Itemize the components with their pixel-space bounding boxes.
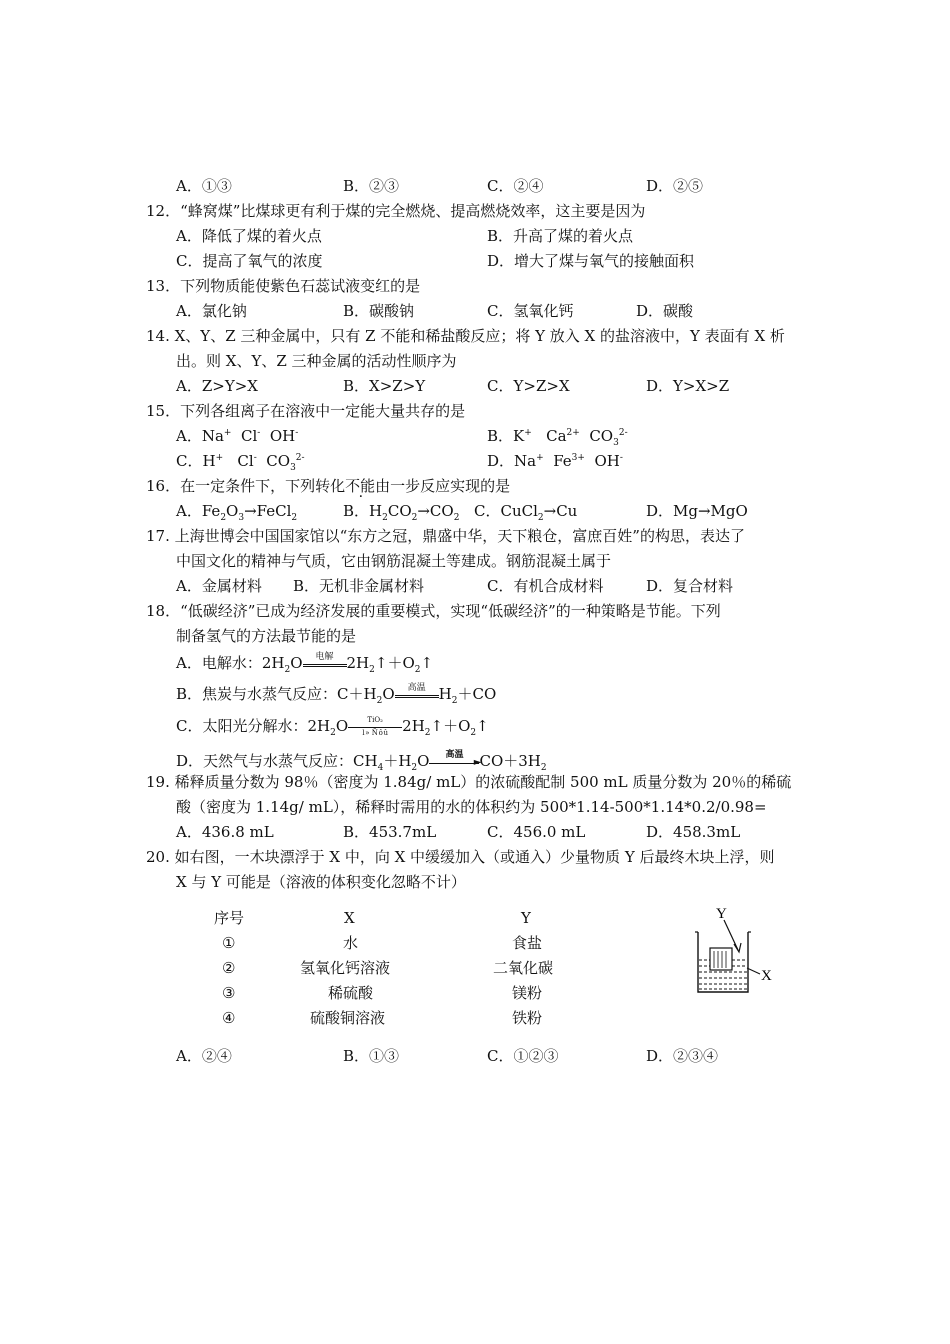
table-header: 序号 [214, 909, 245, 927]
q12-option-b: B．升高了煤的着火点 [487, 227, 634, 245]
table-cell: 镁粉 [512, 984, 543, 1002]
q20-option-c: C．①②③ [487, 1047, 559, 1065]
q13-stem: 13．下列物质能使紫色石蕊试液变红的是 [146, 277, 421, 295]
beaker-figure [690, 898, 780, 998]
q15-option-c: C．H+ Cl- $CO_3^{2-}$ [176, 452, 305, 473]
table-cell: 氢氧化钙溶液 [300, 959, 391, 977]
wood-block [710, 948, 732, 970]
q17-stem-line2: 中国文化的精神与气质，它由钢筋混凝土等建成。钢筋混凝土属于 [176, 552, 612, 570]
q14-option-c: C．Y>Z>X [487, 377, 570, 395]
table-cell: 水 [343, 934, 359, 952]
q13-option-c: C．氢氧化钙 [487, 302, 574, 320]
q19-option-c: C．456.0 mL [487, 823, 586, 841]
table-cell: 铁粉 [512, 1009, 543, 1027]
q18-option-c: C．太阳光分解水：$2H_2O$ TiO₂ l » Ñ ô û $2H_2↑+O_2↑$ [176, 716, 489, 738]
q13-option-b: B．碳酸钠 [343, 302, 415, 320]
q19-stem-line1: 19. 稀释质量分数为 98％（密度为 1.84g/ mL）的浓硫酸配制 500 mL 质量分数为 20％的稀硫 [146, 773, 792, 791]
q14-stem-line2: 出。则 X、Y、Z 三种金属的活动性顺序为 [176, 352, 457, 370]
eq-condition-c: TiO₂ l » Ñ ô û [348, 717, 402, 737]
q17-stem-line1: 17. 上海世博会中国国家馆以“东方之冠，鼎盛中华，天下粮仓，富庶百姓”的构思，表达了 [146, 527, 745, 545]
q11-option-d: D．②⑤ [646, 177, 704, 195]
q13-option-a: A．氯化钠 [176, 302, 247, 320]
eq-condition-b: 高温 [395, 685, 439, 705]
q20-option-d: D．②③④ [646, 1047, 719, 1065]
q17-option-b: B．无机非金属材料 [293, 577, 425, 595]
label-line-x [747, 968, 760, 974]
q15-stem: 15．下列各组离子在溶液中一定能大量共存的是 [146, 402, 466, 420]
table-cell: ③ [222, 984, 236, 1002]
table-cell: 硫酸铜溶液 [310, 1009, 386, 1027]
q11-option-a: A．①③ [176, 177, 232, 195]
q19-stem-line2: 酸（密度为 1.14g/ mL），稀释时需用的水的体积约为 500*1.14-500*1.14*0.2/0.98= [176, 798, 767, 816]
q18-option-a: A．电解水：$2H_2O$ 电解 $2H_2↑+O_2↑$ [176, 652, 434, 675]
q18-stem-line1: 18．“低碳经济”已成为经济发展的重要模式，实现“低碳经济”的一种策略是节能。下列 [146, 602, 721, 620]
q15-option-b: B．K+ $Ca^{2+}$ $CO_3^{2-}$ [487, 427, 628, 448]
q16-option-b: B．$H_2CO_2\to CO_2$ [343, 502, 460, 523]
q14-option-d: D．Y>X>Z [646, 377, 730, 395]
table-cell: 食盐 [512, 934, 543, 952]
q17-option-c: C．有机合成材料 [487, 577, 604, 595]
q15-option-a: A．Na+ Cl- OH- [176, 427, 299, 445]
table-cell: 稀硫酸 [328, 984, 374, 1002]
q18-option-d: D．天然气与水蒸气反应：$CH_4+H_2O$ 高温 ► $CO+3H_2$ [176, 750, 547, 773]
q12-stem: 12．“蜂窝煤”比煤球更有利于煤的完全燃烧、提高燃烧效率，这主要是因为 [146, 202, 646, 220]
q16-option-c: C．CuCl$_2$→Cu [474, 502, 578, 523]
q16-option-a: A．$Fe_2O_3\to FeCl_2$ [176, 502, 298, 523]
q19-option-a: A．436.8 mL [176, 823, 274, 841]
table-cell: ④ [222, 1009, 236, 1027]
q12-option-a: A．降低了煤的着火点 [176, 227, 322, 245]
q14-option-a: A．Z>Y>X [176, 377, 258, 395]
q12-option-c: C．提高了氧气的浓度 [176, 252, 323, 270]
q19-option-b: B．453.7mL [343, 823, 437, 841]
table-cell: ① [222, 934, 236, 952]
eq-condition-a: 电解 [303, 654, 347, 674]
table-header: X [344, 909, 355, 927]
table-cell: ② [222, 959, 236, 977]
q16-stem: 16．在一定条件下，下列转化不能由一步反应实现的是 [146, 477, 511, 495]
q18-option-b: B．焦炭与水蒸气反应：$C+H_2O$ 高温 $H_2+CO$ [176, 683, 497, 706]
figure-label-y: Y [716, 906, 727, 922]
q20-stem-line1: 20. 如右图，一木块漂浮于 X 中，向 X 中缓缓加入（或通入）少量物质 Y 后最终木块上浮，则 [146, 848, 775, 866]
q11-option-b: B．②③ [343, 177, 400, 195]
q20-option-a: A．②④ [176, 1047, 232, 1065]
q15-option-d: D．Na+ $Fe^{3+}$ OH- [487, 452, 623, 470]
q17-option-d: D．复合材料 [646, 577, 734, 595]
table-cell: 二氧化碳 [493, 959, 554, 977]
table-header: Y [521, 909, 531, 927]
q14-stem-line1: 14. X、Y、Z 三种金属中，只有 Z 不能和稀盐酸反应；将 Y 放入 X 的盐溶液中，Y 表面有 X 析 [146, 327, 785, 345]
q11-option-c: C．②④ [487, 177, 544, 195]
q12-option-d: D．增大了煤与氧气的接触面积 [487, 252, 695, 270]
eq-condition-d: 高温 ► [429, 752, 479, 772]
q20-option-b: B．①③ [343, 1047, 400, 1065]
q18-stem-line2: 制备氢气的方法最节能的是 [176, 627, 357, 645]
q17-option-a: A．金属材料 [176, 577, 262, 595]
q16-emphasis: 不能 [345, 477, 376, 495]
q20-stem-line2: X 与 Y 可能是（溶液的体积变化忽略不计） [176, 873, 466, 891]
q13-option-d: D．碳酸 [636, 302, 694, 320]
dropper-line [724, 920, 738, 950]
q16-option-d: D．Mg→MgO [646, 502, 748, 520]
q14-option-b: B．X>Z>Y [343, 377, 426, 395]
q19-option-d: D．458.3mL [646, 823, 741, 841]
figure-label-x: X [761, 968, 772, 984]
